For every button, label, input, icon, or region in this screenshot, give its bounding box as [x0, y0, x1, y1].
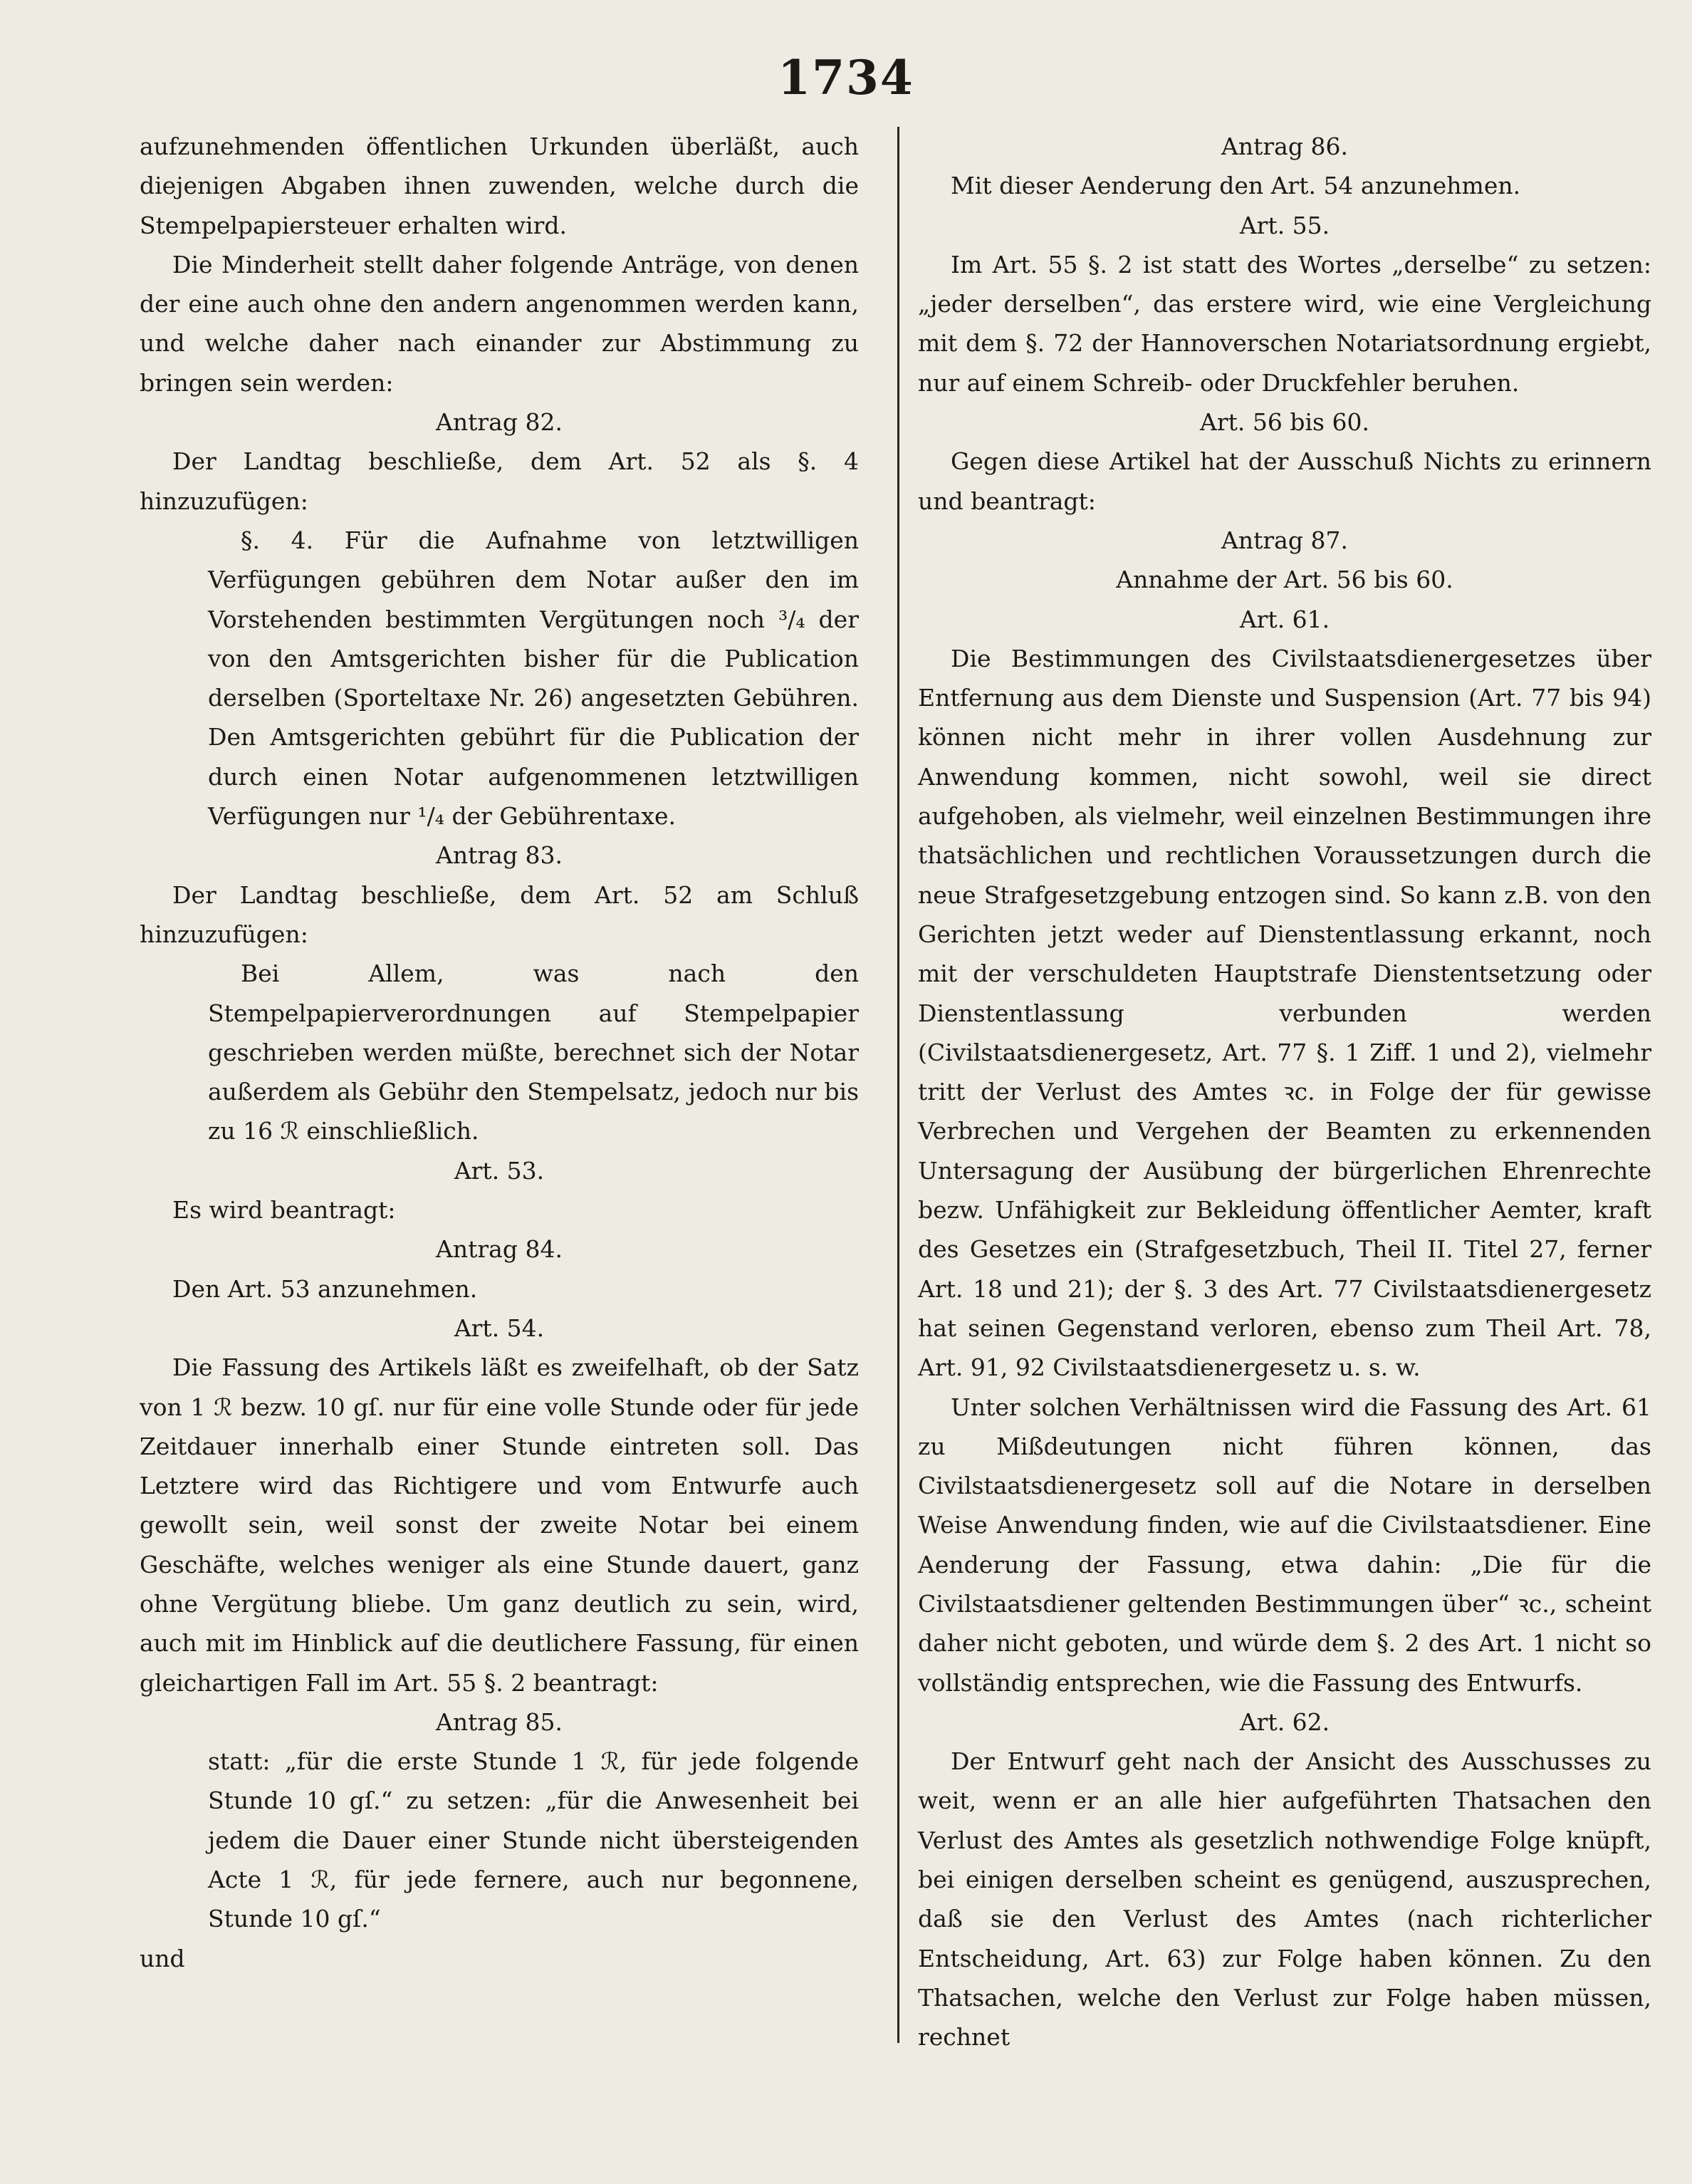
paragraph: Der Landtag beschließe, dem Art. 52 am Schluß hinzuzufügen:: [140, 880, 859, 948]
section-heading: Art. 54.: [454, 1314, 545, 1342]
paragraph: Unter solchen Verhältnissen wird die Fassung des Art. 61 zu Mißdeutungen nicht führen können, das Civilstaatsdienergesetz soll auf die Notare in derselben Weise Anwendung finden, wie auf die Civilstaatsdiener. Eine Aenderung der Fassung, etwa dahin: „Die für die Civilstaatsdiener geltenden Bestimmungen über“ ꝛc., scheint daher nicht geboten, und würde dem §. 2 des Art. 1 nicht so vollständig entsprechen, wie die Fassung des Entwurfs.: [918, 1393, 1651, 1697]
column-divider: [897, 127, 899, 2043]
section-heading: Art. 55.: [1239, 211, 1330, 239]
section-heading: Antrag 83.: [436, 841, 563, 870]
page-number: 1734: [778, 50, 914, 105]
paragraph: und: [140, 1944, 185, 1972]
section-heading: Art. 53.: [454, 1156, 545, 1185]
left-column: [140, 127, 859, 1978]
paragraph: statt: „für die erste Stunde 1 ℛ, für jede folgende Stunde 10 gſ.“ zu setzen: „für die Anwesenheit bei jedem die Dauer einer Stunde nicht übersteigenden Acte 1 ℛ, für jede fernere, auch nur begonnene, Stunde 10 gſ.“: [208, 1747, 859, 1933]
section-heading: Antrag 84.: [436, 1235, 563, 1264]
right-column: [918, 127, 1651, 2057]
section-heading: Annahme der Art. 56 bis 60.: [1116, 566, 1453, 594]
section-heading: Art. 56 bis 60.: [1200, 408, 1369, 437]
paragraph: Mit dieser Aenderung den Art. 54 anzunehmen.: [951, 172, 1521, 200]
paragraph: aufzunehmenden öffentlichen Urkunden überläßt, auch diejenigen Abgaben ihnen zuwenden, welche durch die Stempelpapiersteuer erhalten wird.: [140, 132, 859, 239]
section-heading: Antrag 87.: [1221, 526, 1348, 554]
paragraph: Der Entwurf geht nach der Ansicht des Ausschusses zu weit, wenn er an alle hier aufgeführten Thatsachen den Verlust des Amtes als gesetzlich nothwendige Folge knüpft, bei einigen derselben scheint es genügend, auszusprechen, daß sie den Verlust des Amtes (nach richterlicher Entscheidung, Art. 63) zur Folge haben können. Zu den Thatsachen, welche den Verlust zur Folge haben müssen, rechnet: [918, 1747, 1651, 2052]
paragraph: Die Minderheit stellt daher folgende Anträge, von denen der eine auch ohne den andern angenommen werden kann, und welche daher nach einander zur Abstimmung zu bringen sein werden:: [140, 250, 859, 397]
section-heading: Art. 62.: [1239, 1707, 1330, 1736]
section-heading: Antrag 85.: [436, 1707, 563, 1736]
paragraph: Es wird beantragt:: [172, 1196, 396, 1224]
paragraph: §. 4. Für die Aufnahme von letztwilligen Verfügungen gebühren dem Notar außer den im Vorstehenden bestimmten Vergütungen noch ³/₄ der von den Amtsgerichten bisher für die Publication derselben (Sporteltaxe Nr. 26) angesetzten Gebühren. Den Amtsgerichten gebührt für die Publication der durch einen Notar aufgenommenen letztwilligen Verfügungen nur ¹/₄ der Gebührentaxe.: [208, 526, 859, 831]
paragraph: Gegen diese Artikel hat der Ausschuß Nichts zu erinnern und beantragt:: [918, 447, 1651, 515]
section-heading: Art. 61.: [1239, 605, 1330, 633]
paragraph: Bei Allem, was nach den Stempelpapierverordnungen auf Stempelpapier geschrieben werden müßte, berechnet sich der Notar außerdem als Gebühr den Stempelsatz, jedoch nur bis zu 16 ℛ einschließlich.: [208, 960, 859, 1145]
paragraph: Den Art. 53 anzunehmen.: [172, 1274, 478, 1303]
section-heading: Antrag 82.: [436, 408, 563, 437]
paragraph: Der Landtag beschließe, dem Art. 52 als §. 4 hinzuzufügen:: [140, 447, 859, 515]
paragraph: Im Art. 55 §. 2 ist statt des Wortes „derselbe“ zu setzen: „jeder derselben“, das erstere wird, wie eine Vergleichung mit dem §. 72 der Hannoverschen Notariatsordnung ergiebt, nur auf einem Schreib- oder Druckfehler beruhen.: [918, 250, 1651, 397]
paragraph: Die Fassung des Artikels läßt es zweifelhaft, ob der Satz von 1 ℛ bezw. 10 gſ. nur für eine volle Stunde oder für jede Zeitdauer innerhalb einer Stunde eintreten soll. Das Letztere wird das Richtigere und vom Entwurfe auch gewollt sein, weil sonst der zweite Notar bei einem Geschäfte, welches weniger als eine Stunde dauert, ganz ohne Vergütung bliebe. Um ganz deutlich zu sein, wird, auch mit im Hinblick auf die deutlichere Fassung, für einen gleichartigen Fall im Art. 55 §. 2 beantragt:: [140, 1353, 859, 1697]
paragraph: Die Bestimmungen des Civilstaatsdienergesetzes über Entfernung aus dem Dienste und Suspension (Art. 77 bis 94) können nicht mehr in ihrer vollen Ausdehnung zur Anwendung kommen, nicht sowohl, weil sie direct aufgehoben, als vielmehr, weil einzelnen Bestimmungen ihre thatsächlichen und rechtlichen Voraussetzungen durch die neue Strafgesetzgebung entzogen sind. So kann z.B. von den Gerichten jetzt weder auf Dienstentlassung erkannt, noch mit der verschuldeten Hauptstrafe Dienstentsetzung oder Dienstentlassung verbunden werden (Civilstaatsdienergesetz, Art. 77 §. 1 Ziff. 1 und 2), vielmehr tritt der Verlust des Amtes ꝛc. in Folge der für gewisse Verbrechen und Vergehen der Beamten zu erkennenden Untersagung der Ausübung der bürgerlichen Ehrenrechte bezw. Unfähigkeit zur Bekleidung öffentlicher Aemter, kraft des Gesetzes ein (Strafgesetzbuch, Theil II. Titel 27, ferner Art. 18 und 21); der §. 3 des Art. 77 Civilstaatsdienergesetz hat seinen Gegenstand verloren, ebenso zum Theil Art. 78, Art. 91, 92 Civilstaatsdienergesetz u. s. w.: [918, 644, 1651, 1382]
section-heading: Antrag 86.: [1221, 132, 1348, 160]
